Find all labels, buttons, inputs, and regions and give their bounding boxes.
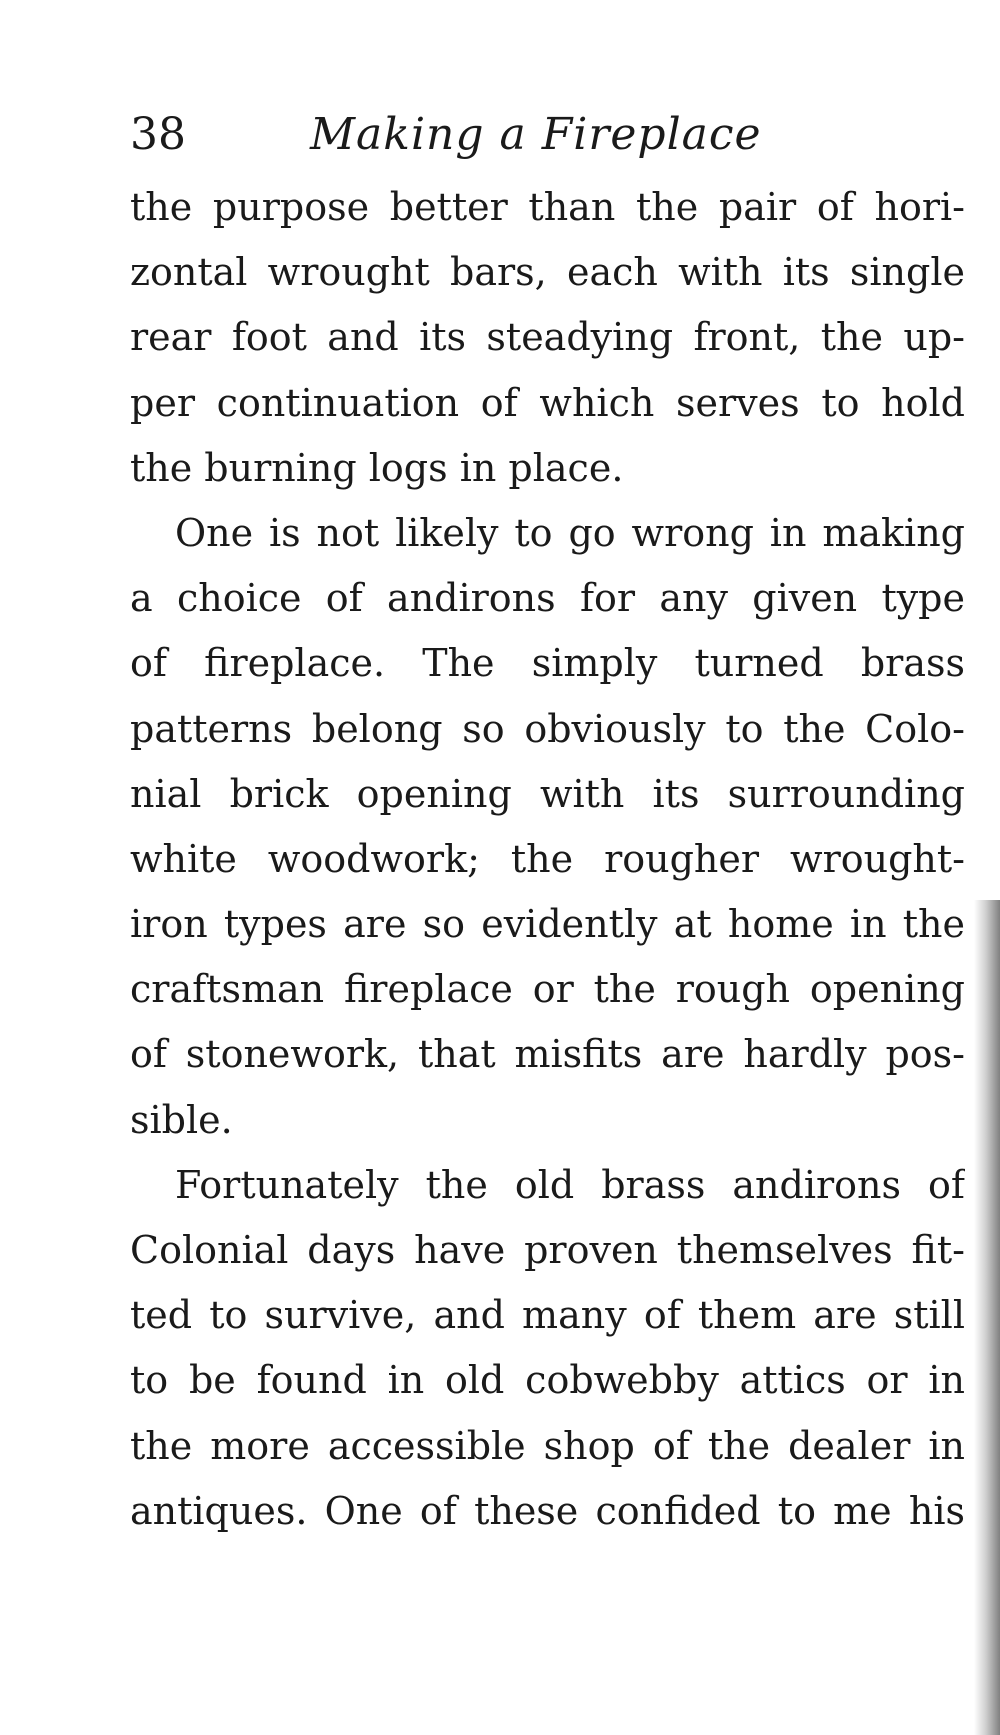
text-line: to be found in old cobwebby attics or in [130,1358,965,1403]
page-number: 38 [130,109,186,160]
paragraph [130,501,965,1153]
text-line: rear foot and its steadying front, the up- [130,315,965,360]
page-header [130,100,960,170]
text-line: per continuation of which serves to hold [130,380,965,425]
text-line: zontal wrought bars, each with its single [130,250,965,295]
text-line: the purpose better than the pair of hori- [130,185,965,229]
text-line: patterns belong so obviously to the Colo- [130,706,965,751]
text-line: of stonework, that misfits are hardly pos- [130,1032,965,1077]
text-line: the more accessible shop of the dealer in [130,1423,965,1468]
text-line: Fortunately the old brass andirons of [175,1162,965,1207]
text-line: sible. [130,1097,233,1142]
text-line: One is not likely to go wrong in making [175,510,965,555]
text-line: a choice of andirons for any given type [130,576,965,621]
text-line: nial brick opening with its surrounding [130,771,965,816]
paragraph [130,1153,965,1544]
text-line: white woodwork; the rougher wrought- [130,836,965,881]
text-line: craftsman fireplace or the rough opening [130,967,965,1012]
page-gutter-shadow [974,900,1000,1735]
text-line: iron types are so evidently at home in the [130,902,965,947]
text-line: ted to survive, and many of them are still [130,1293,965,1338]
paragraph [130,175,965,501]
text-line: the burning logs in place. [130,445,624,490]
text-line: antiques. One of these confided to me his [130,1488,965,1533]
text-line: of fireplace. The simply turned brass [130,641,965,686]
body-text [130,175,965,1544]
text-line: Colonial days have proven themselves fit- [130,1228,965,1272]
running-title: Making a Fireplace [310,109,762,160]
